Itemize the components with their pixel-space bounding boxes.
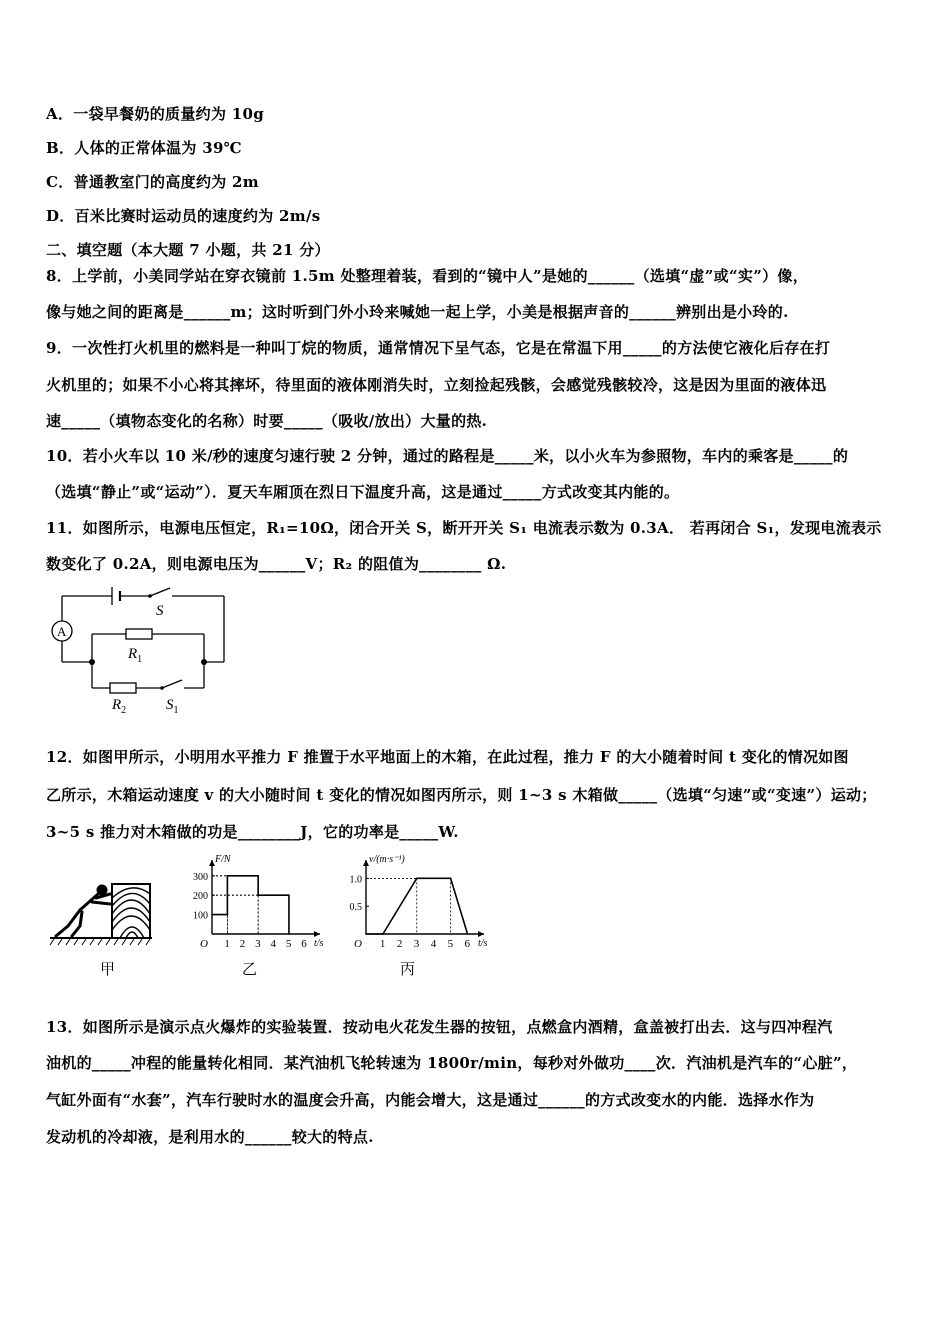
data-point [288,894,290,896]
switch-s1-pivot [160,686,164,690]
x-tick-label: 2 [396,938,403,950]
q13-line-2: 油机的_____冲程的能量转化相同．某汽油机飞轮转速为 1800r/min，每秒对外做功____次．汽油机是汽车的“心脏”， [46,1054,858,1072]
q9-line-1: 9．一次性打火机里的燃料是一种叫丁烷的物质，通常情况下呈气态，它是在常温下用_____的方法使它液化后存在打 [46,339,831,357]
chart-force-time [180,850,340,950]
x-tick-label: 6 [301,938,307,950]
node-right [201,659,207,665]
q12-line-2: 乙所示，木箱运动速度 v 的大小随时间 t 变化的情况如图丙所示，则 1~3 s 木箱做_____（选填“匀速”或“变速”）运动； [46,786,877,804]
q12-line-3: 3~5 s 推力对木箱做的功是________J，它的功率是_____W. [46,823,459,841]
y-axis-label: v/(m·s⁻¹) [369,854,405,865]
q10-line-1: 10．若小火车以 10 米/秒的速度匀速行驶 2 分钟，通过的路程是_____米，以小火车为参照物，车内的乘客是_____的 [46,447,849,465]
q13-line-3: 气缸外面有“水套”，汽车行驶时水的温度会升高，内能会增大，这是通过______的方式改变水的内能．选择水作为 [46,1091,815,1109]
q10-line-2: （选填“静止”或“运动”）．夏天车厢顶在烈日下温度升高，这是通过_____方式改变其内能的。 [46,483,680,501]
y-tick-label: 1.0 [349,874,362,886]
section-heading: 二、填空题（本大题 7 小题，共 21 分） [46,241,330,259]
ammeter-label: A [57,624,67,639]
y-tick-label: 100 [193,910,208,922]
q9-line-3: 速_____（填物态变化的名称）时要_____（吸收/放出）大量的热. [46,412,488,430]
x-axis-label: t/s [478,938,488,949]
x-tick-label: 4 [430,938,437,950]
q11-line-2: 数变化了 0.2A，则电源电压为______V；R₂ 的阻值为________ Ω. [46,555,507,573]
q7-option-a: A．一袋早餐奶的质量约为 10g [46,105,265,123]
caption-bing: 丙 [400,960,416,978]
x-tick-label: O [354,938,362,950]
switch-s-label: S [156,603,164,619]
resistor-r2 [110,683,136,693]
data-point [227,914,229,916]
x-axis-label: t/s [314,938,324,949]
switch-s1-blade [162,680,182,688]
resistor-r1 [126,629,152,639]
person-pushing [56,885,110,936]
x-tick-label: 4 [270,938,277,950]
x-tick-label: 5 [447,938,454,950]
r1-label: $R_1$ [128,646,143,665]
switch-s1-label: $S_1$ [166,697,179,714]
x-axis-arrow [314,931,320,937]
ground-hatching [50,939,150,945]
x-tick-label: 1 [379,938,386,950]
q8-line-1: 8．上学前，小美同学站在穿衣镜前 1.5m 处整理着装，看到的“镜中人”是她的______（选填“虚”或“实”）像， [46,267,809,285]
q8-line-2: 像与她之间的距离是______m；这时听到门外小玲来喊她一起上学，小美是根据声音的______辨别出是小玲的. [46,303,789,321]
figure-jia-pushing-box [46,850,156,950]
series-line [212,876,289,934]
q9-line-2: 火机里的；如果不小心将其摔坏，待里面的液体刚消失时，立刻捡起残骸，会感觉残骸较冷，这是因为里面的液体迅 [46,376,827,394]
q13-line-4: 发动机的冷却液，是利用水的______较大的特点. [46,1128,374,1146]
wooden-box [112,884,150,938]
data-point [288,933,290,935]
switch-s-blade [150,588,170,596]
data-point [467,933,469,935]
x-tick-label: 5 [285,938,292,950]
q12-line-1: 12．如图甲所示，小明用水平推力 F 推置于水平地面上的木箱，在此过程，推力 F 的大小随着时间 t 变化的情况如图 [46,748,849,766]
node-left [89,659,95,665]
q7-option-d: D．百米比赛时运动员的速度约为 2m/s [46,207,321,225]
data-point [365,933,367,935]
data-point [416,878,418,880]
caption-yi: 乙 [242,960,258,978]
y-tick-label: 0.5 [349,902,362,914]
x-tick-label: 2 [239,938,246,950]
q11-line-1: 11．如图所示，电源电压恒定，R₁=10Ω，闭合开关 S，断开开关 S₁ 电流表示数为 0.3A． 若再闭合 S₁，发现电流表示 [46,519,882,537]
x-tick-label: 6 [464,938,471,950]
data-point [227,875,229,877]
x-tick-label: 3 [413,938,420,950]
y-tick-label: 200 [193,891,208,903]
x-tick-label: 1 [224,938,230,950]
chart-velocity-time [340,850,510,950]
x-tick-label: O [200,938,208,950]
q13-line-1: 13．如图所示是演示点火爆炸的实验装置．按动电火花发生器的按钮，点燃盒内酒精，盒盖被打出去．这与四冲程汽 [46,1018,833,1036]
circuit-diagram [44,584,234,714]
x-tick-label: 3 [255,938,261,950]
switch-s-pivot [148,594,152,598]
caption-jia: 甲 [100,960,116,978]
y-axis-label: F/N [215,854,231,865]
data-point [450,878,452,880]
r2-label: $R_2$ [112,697,127,714]
data-point [382,933,384,935]
x-axis-arrow [478,931,484,937]
q7-option-b: B．人体的正常体温为 39℃ [46,139,242,157]
q7-option-c: C．普通教室门的高度约为 2m [46,173,259,191]
data-point [257,875,259,877]
y-tick-label: 300 [193,871,208,883]
